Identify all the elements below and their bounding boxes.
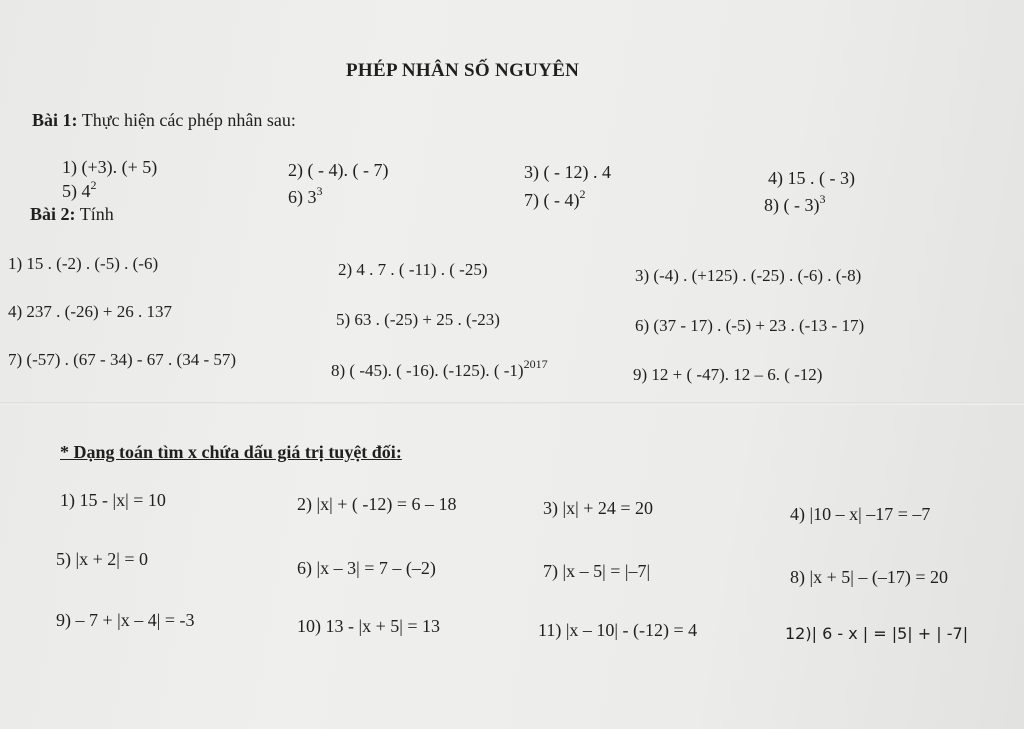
exponent: 2 (90, 178, 97, 192)
bai1-item: 2) ( - 4). ( - 7) (288, 160, 389, 180)
bai1-label: Bài 1: (32, 110, 78, 130)
bai1-item: 1) (+3). (+ 5) (62, 157, 158, 177)
bai2-item: 2) 4 . 7 . ( -11) . ( -25) (338, 260, 488, 279)
abs-item: 5) |x + 2| = 0 (56, 549, 149, 569)
abs-item: 1) 15 - |x| = 10 (60, 490, 166, 510)
bai2-item: 9) 12 + ( -47). 12 – 6. ( -12) (633, 365, 823, 384)
bai2-item: 7) (-57) . (67 - 34) - 67 . (34 - 57) (8, 350, 237, 369)
page-title: PHÉP NHÂN SỐ NGUYÊN (346, 60, 580, 81)
bai1-item: 3) ( - 12) . 4 (524, 162, 611, 182)
abs-item: 9) – 7 + |x – 4| = -3 (56, 610, 195, 630)
bai1-item (524, 187, 585, 211)
abs-item: 12)| 6 - x | = |5| + | -7| (785, 624, 969, 643)
base: 5) 4 (62, 181, 91, 201)
bai1-item (62, 178, 97, 202)
abs-item: 8) |x + 5| – (–17) = 20 (790, 567, 948, 587)
abs-item: 6) |x – 3| = 7 – (–2) (297, 558, 436, 578)
bai1-item (764, 192, 825, 216)
bai2-item (331, 357, 548, 381)
bai2-item: 4) 237 . (-26) + 26 . 137 (8, 302, 172, 321)
abs-heading: * Dạng toán tìm x chứa dấu giá trị tuyệt đối: (60, 442, 402, 462)
bai2-item: 5) 63 . (-25) + 25 . (-23) (336, 310, 500, 329)
base: 7) ( - 4) (524, 190, 580, 210)
base: 8) ( -45). ( -16). (-125). ( -1) (331, 361, 524, 380)
abs-item: 11) |x – 10| - (-12) = 4 (538, 620, 698, 640)
bai2-label: Bài 2: (30, 204, 76, 224)
exponent: 3 (316, 184, 323, 198)
abs-item: 3) |x| + 24 = 20 (543, 498, 654, 518)
bai2-item: 3) (-4) . (+125) . (-25) . (-6) . (-8) (635, 266, 862, 285)
bai2-item: 1) 15 . (-2) . (-5) . (-6) (8, 254, 159, 273)
bai2-heading (30, 204, 114, 225)
abs-item: 10) 13 - |x + 5| = 13 (297, 616, 440, 636)
bai1-item: 4) 15 . ( - 3) (768, 168, 855, 188)
bai2-instruction: Tính (79, 204, 114, 224)
paper-fold (0, 402, 1024, 405)
exponent: 2 (579, 187, 586, 201)
base: 6) 3 (288, 187, 317, 207)
exponent: 3 (819, 192, 826, 206)
base: 8) ( - 3) (764, 195, 820, 215)
abs-item: 4) |10 – x| –17 = –7 (790, 504, 931, 524)
bai1-item (288, 184, 323, 208)
bai2-item: 6) (37 - 17) . (-5) + 23 . (-13 - 17) (635, 316, 865, 335)
exponent: 2017 (523, 357, 548, 371)
abs-item: 2) |x| + ( -12) = 6 – 18 (297, 494, 457, 514)
abs-item: 7) |x – 5| = |–7| (543, 561, 651, 581)
bai1-heading (32, 110, 296, 131)
bai1-instruction: Thực hiện các phép nhân sau: (81, 110, 296, 130)
